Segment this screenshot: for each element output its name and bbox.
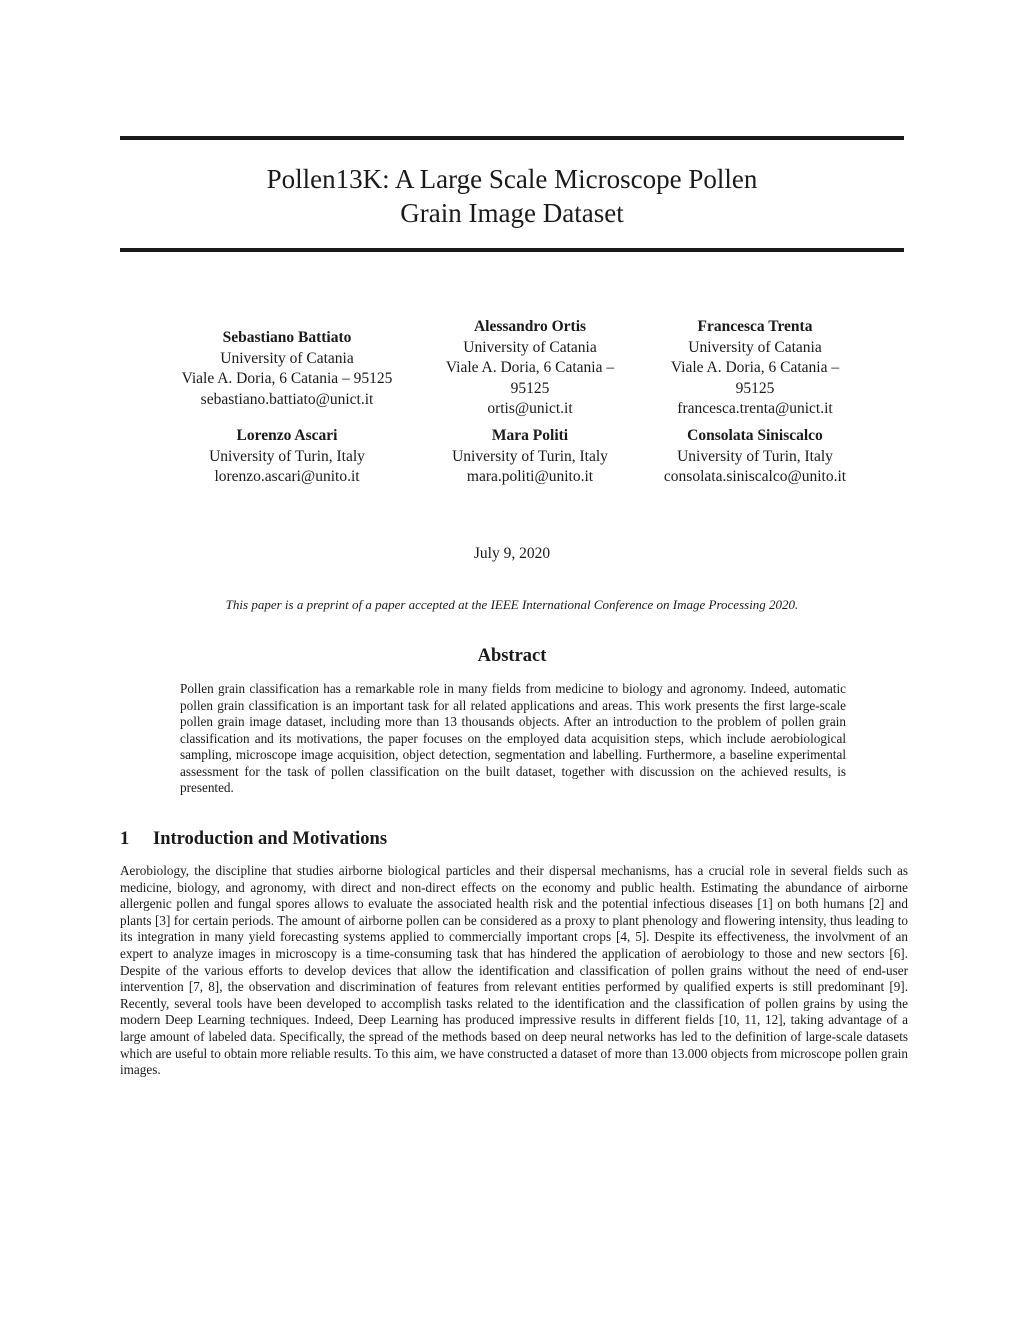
author-block — [425, 317, 635, 420]
author-email: francesca.trenta@unict.it — [677, 400, 833, 417]
paper-title — [120, 162, 904, 230]
author-name: Alessandro Ortis — [473, 318, 587, 335]
author-block — [425, 426, 635, 488]
author-name: Lorenzo Ascari — [236, 427, 338, 444]
section-heading — [120, 829, 904, 850]
author-address: Viale A. Doria, 6 Catania – — [670, 359, 840, 376]
author-email: sebastiano.battiato@unict.it — [200, 390, 374, 408]
title-line-2: Grain Image Dataset — [400, 198, 624, 228]
preprint-note: This paper is a preprint of a paper accepted at the IEEE International Conference on Image Processing 2020. — [225, 597, 799, 612]
author-block — [650, 317, 860, 420]
author-email: consolata.siniscalco@unito.it — [663, 468, 847, 485]
author-address-line2: 95125 — [735, 379, 775, 397]
abstract-text: Pollen grain classification has a remarkable role in many fields from medicine to biology and agronomy. Indeed, automatic pollen grain classification is an important task for all related applications and areas. This work presents the first large-scale pollen grain image dataset, including more than 13 thousands objects. After an introduction to the problem of pollen grain classification and its motivations, the paper focuses on the employed data acquisition steps, which include aerobiological sampling, microscope image acquisition, object detection, segmentation and labelling. Furthermore, a baseline experimental assessment for the task of pollen classification on the built dataset, together with discussion on the achieved results, is presented. — [180, 681, 846, 795]
author-affiliation: University of Catania — [688, 338, 822, 356]
abstract-heading: Abstract — [477, 646, 547, 666]
author-name: Consolata Siniscalco — [687, 427, 823, 444]
author-email: mara.politi@unito.it — [466, 468, 594, 485]
author-block — [160, 328, 414, 410]
author-affiliation: University of Catania — [220, 349, 354, 367]
author-block — [160, 426, 414, 488]
title-rule-top — [120, 136, 904, 140]
section-paragraph: Aerobiology, the discipline that studies airborne biological particles and their dispersal mechanisms, has a crucial role in several fields such as medicine, biology, and agronomy, with direct and non-direct effects on the economy and public health. Estimating the abundance of airborne allergenic pollen and fungal spores allows to evaluate the associated health risk and the potential infectious diseases [1] on both humans [2] and plants [3] for certain periods. The amount of airborne pollen can be considered as a proxy to plant phenology and flowering intensity, thus leading to its integration in many yield forecasting systems applied to commercially important crops [4, 5]. Despite its effectiveness, the involvment of an expert to analyze images in microscopy is a time-consuming task that has hindered the application of aerobiology to those and new sectors [6]. Despite of the various efforts to develop devices that allow the identification and classification of pollen grains without the need of end-user intervention [7, 8], the observation and discrimination of features from relevant entities performed by qualified experts is still predominant [9]. Recently, several tools have been developed to accomplish tasks related to the identification and the classification of pollen grains by using the modern Deep Learning techniques. Indeed, Deep Learning has produced impressive results in different fields [10, 11, 12], taking advantage of a large amount of labeled data. Specifically, the spread of the methods based on deep neural networks has led to the definition of large-scale datasets which are useful to obtain more reliable results. To this aim, we have constructed a dataset of more than 13.000 objects from microscope pollen grain images. — [120, 863, 908, 1078]
paper-date: July 9, 2020 — [473, 545, 551, 562]
title-line-1: Pollen13K: A Large Scale Microscope Pollen — [266, 164, 758, 194]
author-affiliation: University of Turin, Italy — [452, 447, 608, 465]
author-address: Viale A. Doria, 6 Catania – — [445, 359, 615, 376]
author-address-line2: 95125 — [510, 379, 550, 397]
author-email: ortis@unict.it — [487, 400, 573, 417]
author-block — [640, 426, 870, 488]
section-title: Introduction and Motivations — [153, 829, 388, 849]
author-affiliation: University of Catania — [463, 338, 597, 356]
author-address: Viale A. Doria, 6 Catania – 95125 — [181, 370, 393, 387]
author-name: Francesca Trenta — [697, 318, 813, 335]
section-number: 1 — [120, 829, 130, 849]
author-name: Sebastiano Battiato — [222, 329, 352, 346]
author-name: Mara Politi — [491, 427, 569, 444]
author-affiliation: University of Turin, Italy — [209, 447, 365, 465]
title-rule-bottom — [120, 248, 904, 252]
author-affiliation: University of Turin, Italy — [677, 447, 833, 465]
author-email: lorenzo.ascari@unito.it — [214, 468, 360, 485]
